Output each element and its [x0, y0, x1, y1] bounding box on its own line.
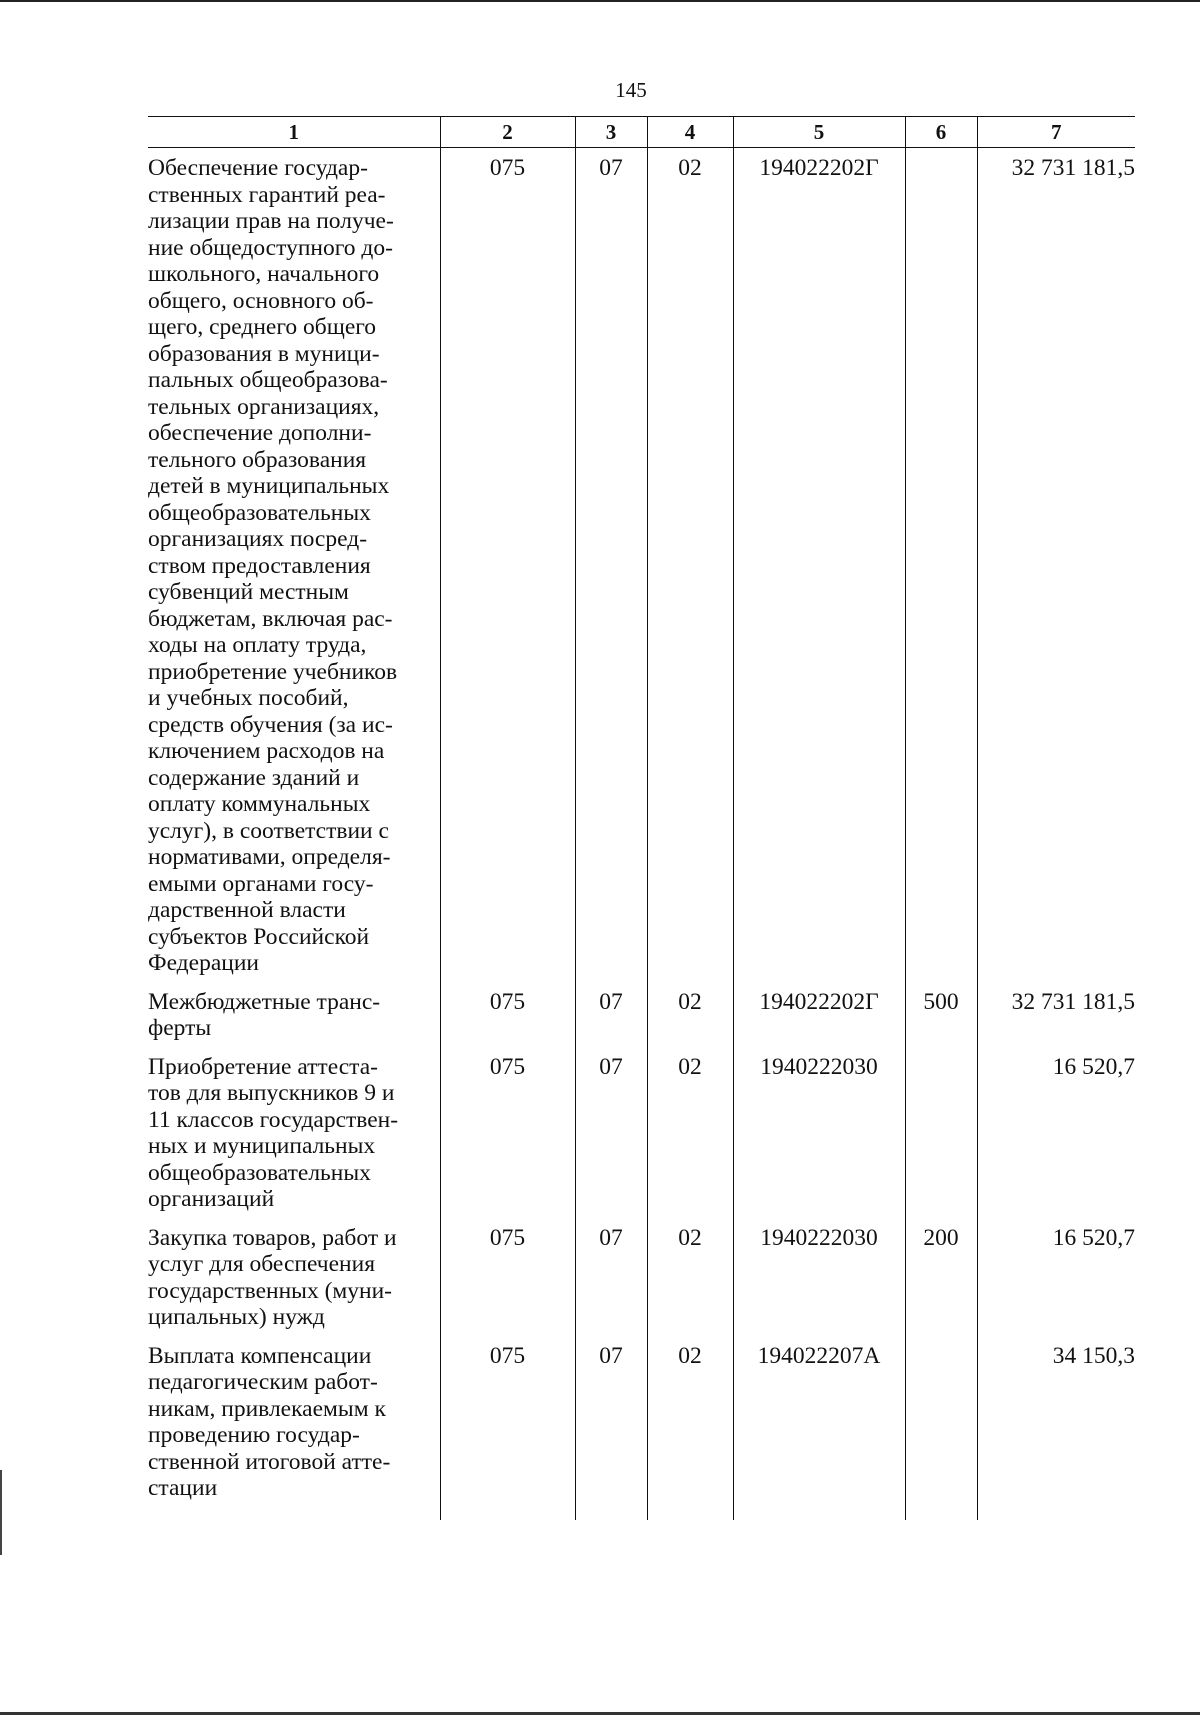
row-name-line: общего, основного об-	[148, 287, 374, 314]
amount-cell: 32 731 181,5	[977, 977, 1135, 1042]
column-header: 7	[977, 117, 1135, 148]
subsection-code-cell: 02	[647, 1331, 733, 1502]
subsection-code-cell: 02	[647, 977, 733, 1042]
section-code-cell: 07	[575, 148, 647, 977]
row-name-line: лизации прав на получе-	[148, 208, 394, 234]
amount-cell: 16 520,7	[977, 1213, 1135, 1331]
row-name-line: детей в муниципальных	[148, 473, 390, 499]
row-name-line: стации	[148, 1475, 218, 1501]
row-name-line: Приобретение аттеста-	[148, 1053, 378, 1080]
row-name-line: ством предоставления	[148, 552, 371, 579]
section-code-cell: 07	[575, 1331, 647, 1502]
table-row	[148, 1042, 1135, 1213]
row-name-line: приобретение учебников	[148, 658, 398, 685]
scan-top-edge	[0, 0, 1200, 2]
row-name-line: Федерации	[148, 950, 259, 976]
row-name-line: ходы на оплату труда,	[148, 632, 367, 658]
ministry-code-cell: 075	[440, 1213, 575, 1331]
expense-type-cell: 500	[905, 977, 977, 1042]
tail-cell	[148, 1502, 440, 1520]
row-name-line: емыми органами госу-	[148, 870, 374, 897]
section-code-cell: 07	[575, 1042, 647, 1213]
target-article-cell: 1940222030	[733, 1213, 905, 1331]
expense-type-cell: 200	[905, 1213, 977, 1331]
row-name-line: 11 классов государствен-	[148, 1106, 399, 1133]
section-code-cell: 07	[575, 1213, 647, 1331]
target-article-cell: 194022202Г	[733, 977, 905, 1042]
scan-left-mark	[0, 1470, 2, 1555]
row-name-line: обеспечение дополни-	[148, 420, 372, 446]
row-name-line: содержание зданий и	[148, 764, 360, 791]
row-name-line: никам, привлекаемым к	[148, 1395, 386, 1422]
ministry-code-cell: 075	[440, 1042, 575, 1213]
row-name-line: тов для выпускников 9 и	[148, 1080, 395, 1106]
row-name-line: дарственной власти	[148, 897, 346, 923]
row-name-line: нормативами, определя-	[148, 844, 391, 870]
ministry-code-cell: 075	[440, 148, 575, 977]
expense-type-cell	[905, 148, 977, 977]
tail-cell	[733, 1502, 905, 1520]
subsection-code-cell: 02	[647, 1213, 733, 1331]
column-header: 3	[575, 117, 647, 148]
row-name-line: организаций	[148, 1186, 275, 1212]
row-name-line: ципальных) нужд	[148, 1304, 325, 1330]
row-name-line: проведению государ-	[148, 1422, 360, 1448]
tail-cell	[977, 1502, 1135, 1520]
ministry-code-cell: 075	[440, 977, 575, 1042]
row-name-line: тельных организациях,	[148, 393, 380, 420]
page-number: 145	[615, 78, 647, 102]
table-row	[148, 148, 1135, 977]
row-name-line: пальных общеобразова-	[148, 367, 388, 393]
row-name-line: педагогическим работ-	[148, 1369, 378, 1395]
header-row	[148, 117, 1135, 148]
row-name-line: бюджетам, включая рас-	[148, 605, 393, 632]
row-name-line: государственных (муни-	[148, 1277, 392, 1304]
tail-cell	[647, 1502, 733, 1520]
row-name-line: школьного, начального	[148, 261, 380, 287]
row-name-line: организациях посред-	[148, 526, 368, 552]
row-name-line: услуг), в соответствии с	[148, 817, 389, 844]
row-name-line: средств обучения (за ис-	[148, 711, 393, 738]
ministry-code-cell: 075	[440, 1331, 575, 1502]
row-name-line: ственной итоговой атте-	[148, 1448, 391, 1475]
row-name-line: Межбюджетные транс-	[148, 988, 381, 1015]
row-name-line: и учебных пособий,	[148, 685, 349, 711]
subsection-code-cell: 02	[647, 148, 733, 977]
amount-cell: 34 150,3	[977, 1331, 1135, 1502]
row-name-line: субъектов Российской	[148, 923, 370, 950]
row-name-line: Выплата компенсации	[148, 1342, 372, 1369]
row-name-line: ных и муниципальных	[148, 1133, 376, 1159]
row-name-cell	[148, 1331, 440, 1502]
row-name-line: щего, среднего общего	[148, 314, 377, 340]
row-name-line: Обеспечение государ-	[148, 155, 368, 181]
subsection-code-cell: 02	[647, 1042, 733, 1213]
table-row	[148, 977, 1135, 1042]
column-header: 4	[647, 117, 733, 148]
amount-cell: 16 520,7	[977, 1042, 1135, 1213]
column-header: 2	[440, 117, 575, 148]
row-name-line: оплату коммунальных	[148, 791, 371, 817]
row-name-line: субвенций местным	[148, 579, 349, 605]
row-name-line: образования в муници-	[148, 340, 380, 367]
row-name-line: услуг для обеспечения	[148, 1251, 376, 1277]
section-code-cell: 07	[575, 977, 647, 1042]
row-name-cell	[148, 977, 440, 1042]
column-header: 1	[148, 117, 440, 148]
table-tail-row	[148, 1502, 1135, 1520]
row-name-line: общеобразовательных	[148, 1159, 371, 1186]
table-row	[148, 1213, 1135, 1331]
expense-type-cell	[905, 1042, 977, 1213]
row-name-line: ключением расходов на	[148, 738, 385, 764]
row-name-line: тельного образования	[148, 446, 367, 473]
table-row	[148, 1331, 1135, 1502]
row-name-cell	[148, 148, 440, 977]
row-name-line: Закупка товаров, работ и	[148, 1224, 397, 1251]
target-article-cell: 194022202Г	[733, 148, 905, 977]
row-name-cell	[148, 1042, 440, 1213]
tail-cell	[440, 1502, 575, 1520]
column-header: 6	[905, 117, 977, 148]
budget-table	[148, 116, 1135, 1520]
target-article-cell: 194022207А	[733, 1331, 905, 1502]
tail-cell	[575, 1502, 647, 1520]
row-name-line: ферты	[148, 1015, 212, 1041]
amount-cell: 32 731 181,5	[977, 148, 1135, 977]
row-name-line: общеобразовательных	[148, 499, 371, 526]
tail-cell	[905, 1502, 977, 1520]
row-name-line: ственных гарантий реа-	[148, 181, 386, 208]
row-name-cell	[148, 1213, 440, 1331]
expense-type-cell	[905, 1331, 977, 1502]
row-name-line: ние общедоступного до-	[148, 234, 393, 261]
column-header: 5	[733, 117, 905, 148]
target-article-cell: 1940222030	[733, 1042, 905, 1213]
